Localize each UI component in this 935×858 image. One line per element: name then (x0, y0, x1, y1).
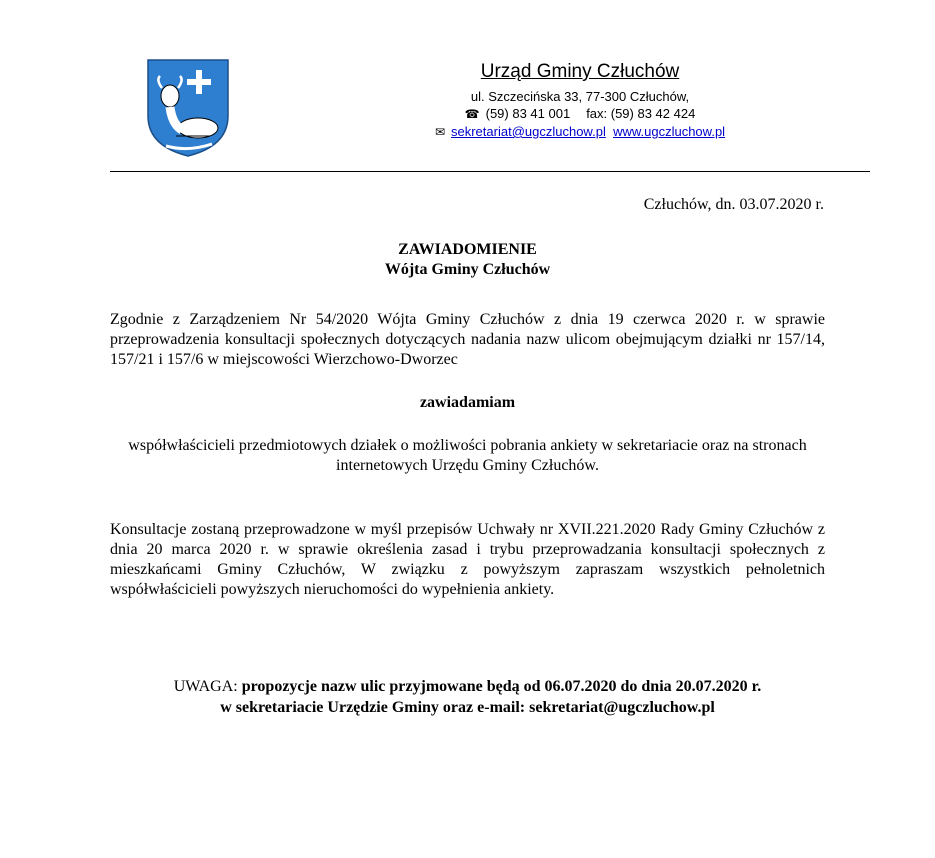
date-line: Człuchów, dn. 03.07.2020 r. (643, 196, 824, 213)
document-title: ZAWIADOMIENIE (398, 241, 537, 258)
consultation-paragraph: Konsultacje zostaną przeprowadzone w myśl przepisów Uchwały nr XVII.221.2020 Rady Gminy Człuchów z dnia 20 marca 2020 r. w sprawie określenia zasad i trybu przeprowadzania konsultacji społecznych z mieszkańcami Gminy Człuchów, W związku z powyższym zapraszam wszystkich pełnoletnich współwłaścicieli powyższych nieruchomości do wypełnienia ankiety. (110, 521, 825, 598)
contact-line (380, 105, 780, 123)
header-divider (110, 171, 870, 172)
intro-paragraph: Zgodnie z Zarządzeniem Nr 54/2020 Wójta Gminy Człuchów z dnia 19 czerwca 2020 r. w sprawie przeprowadzenia konsultacji społecznych dotyczących nadania nazw ulicom obejmującym działki nr 157/14, 157/21 i 157/6 w miejscowości Wierzchowo-Dworzec (110, 311, 825, 368)
address: ul. Szczecińska 33, 77-300 Człuchów, (470, 89, 690, 104)
email-icon: ✉ (434, 125, 445, 139)
phone-icon: ☎ (464, 107, 480, 121)
document-subtitle: Wójta Gminy Człuchów (384, 261, 551, 278)
info-paragraph: współwłaścicieli przedmiotowych działek o możliwości pobrania ankiety w sekretariacie oraz na stronach internetowych Urzędu Gminy Człuchów. (128, 437, 807, 474)
notice-line-1 (110, 676, 825, 697)
notice-text-1: propozycje nazw ulic przyjmowane będą od 06.07.2020 do dnia 20.07.2020 r. (241, 678, 762, 695)
phone: (59) 83 41 001 (485, 106, 571, 121)
web-line (380, 123, 780, 141)
notice-text-2: w sekretariacie Urzędzie Gminy oraz e-mail: sekretariat@ugczluchow.pl (220, 699, 715, 716)
email-link[interactable]: sekretariat@ugczluchow.pl (451, 124, 606, 139)
fax: fax: (59) 83 42 424 (586, 106, 696, 121)
website-link[interactable]: www.ugczluchow.pl (613, 124, 726, 139)
notice-block (110, 676, 825, 718)
org-name: Urząd Gminy Człuchów (480, 61, 680, 82)
letterhead (380, 60, 780, 141)
keyword-paragraph: zawiadamiam (419, 394, 516, 411)
coat-of-arms-icon (146, 58, 230, 158)
document-title-block (110, 240, 825, 280)
notice-label: UWAGA: (173, 678, 238, 695)
